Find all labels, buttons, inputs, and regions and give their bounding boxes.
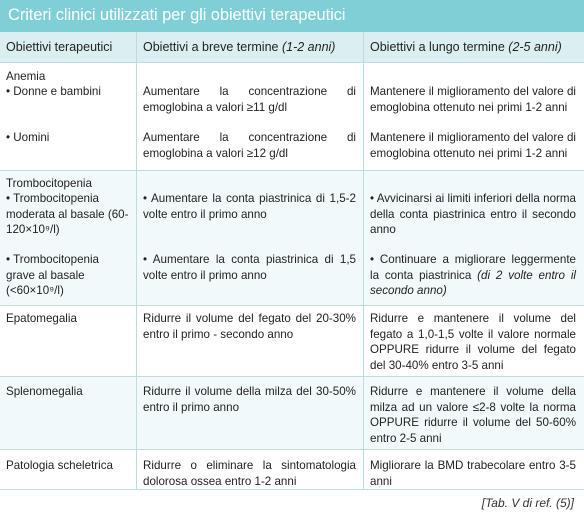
row-label-anemia: Anemia <box>6 70 46 83</box>
thrombo-moderate-short-term: • Aumentare la conta piastrinica di 1,5-2 volte entro il primo anno <box>143 192 356 221</box>
thrombo-severe-long-term-text: • Continuare a migliorare leggermente la conta piastrinica <box>370 253 576 282</box>
rule-under-header <box>0 62 584 63</box>
anemia-men-label: • Uomini <box>6 131 50 144</box>
hepatomegaly-long-term: Ridurre e mantenere il volume del fegato a 1,0-1,5 volte il valore normale OPPURE ridurre il volume del fegato del 30-40% entro 3-5 anni <box>370 312 576 372</box>
skeletal-short-term: Ridurre o eliminare la sintomatologia dolorosa ossea entro 1-2 anni <box>143 459 356 488</box>
table-reference: [Tab. V di ref. (5)] <box>481 496 574 510</box>
anemia-women-children-label: • Donne e bambini <box>6 85 101 98</box>
anemia-men-long-term: Mantenere il miglioramento del valore di emoglobina ottenuto nei primi 1-2 anni <box>370 131 576 160</box>
row-label-splenomegaly: Splenomegalia <box>6 385 83 398</box>
thrombo-moderate-label: • Trombocitopenia moderata al basale (60-120×10⁹/l) <box>6 192 129 236</box>
rule-under-anemia <box>0 170 584 171</box>
rule-table-bottom <box>0 489 584 490</box>
header-cell-short-term <box>137 32 363 62</box>
header-col3-label: Obiettivi a lungo termine (2-5 anni) <box>370 40 562 54</box>
column-divider-2 <box>363 32 364 490</box>
column-divider-1 <box>136 32 137 490</box>
anemia-women-short-term: Aumentare la concentrazione di emoglobina a valori ≥11 g/dl <box>143 85 356 114</box>
header-cell-long-term <box>364 32 584 62</box>
table-title-bar <box>0 0 584 32</box>
table-title: Criteri clinici utilizzati per gli obiettivi terapeutici <box>8 6 346 24</box>
thrombo-moderate-long-term: • Avvicinarsi ai limiti inferiori della norma della conta piastrinica entro il secondo anno <box>370 192 576 236</box>
thrombo-severe-long-term-note: (di 2 volte entro il secondo anno) <box>370 268 576 297</box>
splenomegaly-short-term: Ridurre il volume della milza del 30-50% entro il primo anno <box>143 385 356 414</box>
splenomegaly-long-term: Ridurre e mantenere il volume della milza ad un valore ≤2-8 volte la norma OPPURE ridurre il volume del 50-60% entro 2-5 anni <box>370 385 576 445</box>
row-label-hepatomegaly: Epatomegalia <box>6 312 77 325</box>
header-col1-label: Obiettivi terapeutici <box>6 40 113 54</box>
header-col2-label: Obiettivi a breve termine (1-2 anni) <box>143 40 336 54</box>
anemia-men-short-term: Aumentare la concentrazione di emoglobina a valori ≥12 g/dl <box>143 131 356 160</box>
rule-under-thrombocytopenia <box>0 305 584 306</box>
thrombo-severe-label: • Trombocitopenia grave al basale (<60×10⁹/l) <box>6 253 99 297</box>
row-label-skeletal: Patologia scheletrica <box>6 459 113 472</box>
skeletal-long-term: Migliorare la BMD trabecolare entro 3-5 anni <box>370 459 576 488</box>
rule-under-hepatomegaly <box>0 376 584 377</box>
anemia-women-long-term: Mantenere il miglioramento del valore di emoglobina ottenuto nei primi 1-2 anni <box>370 85 576 114</box>
row-label-thrombocytopenia: Trombocitopenia <box>6 177 92 190</box>
thrombo-severe-short-term: • Aumentare la conta piastrinica di 1,5 volte entro il primo anno <box>143 253 356 282</box>
header-cell-objectives <box>0 32 136 62</box>
hepatomegaly-short-term: Ridurre il volume del fegato del 20-30% entro il primo - secondo anno <box>143 312 356 341</box>
rule-under-splenomegaly <box>0 449 584 450</box>
thrombo-severe-long-term <box>370 252 576 299</box>
